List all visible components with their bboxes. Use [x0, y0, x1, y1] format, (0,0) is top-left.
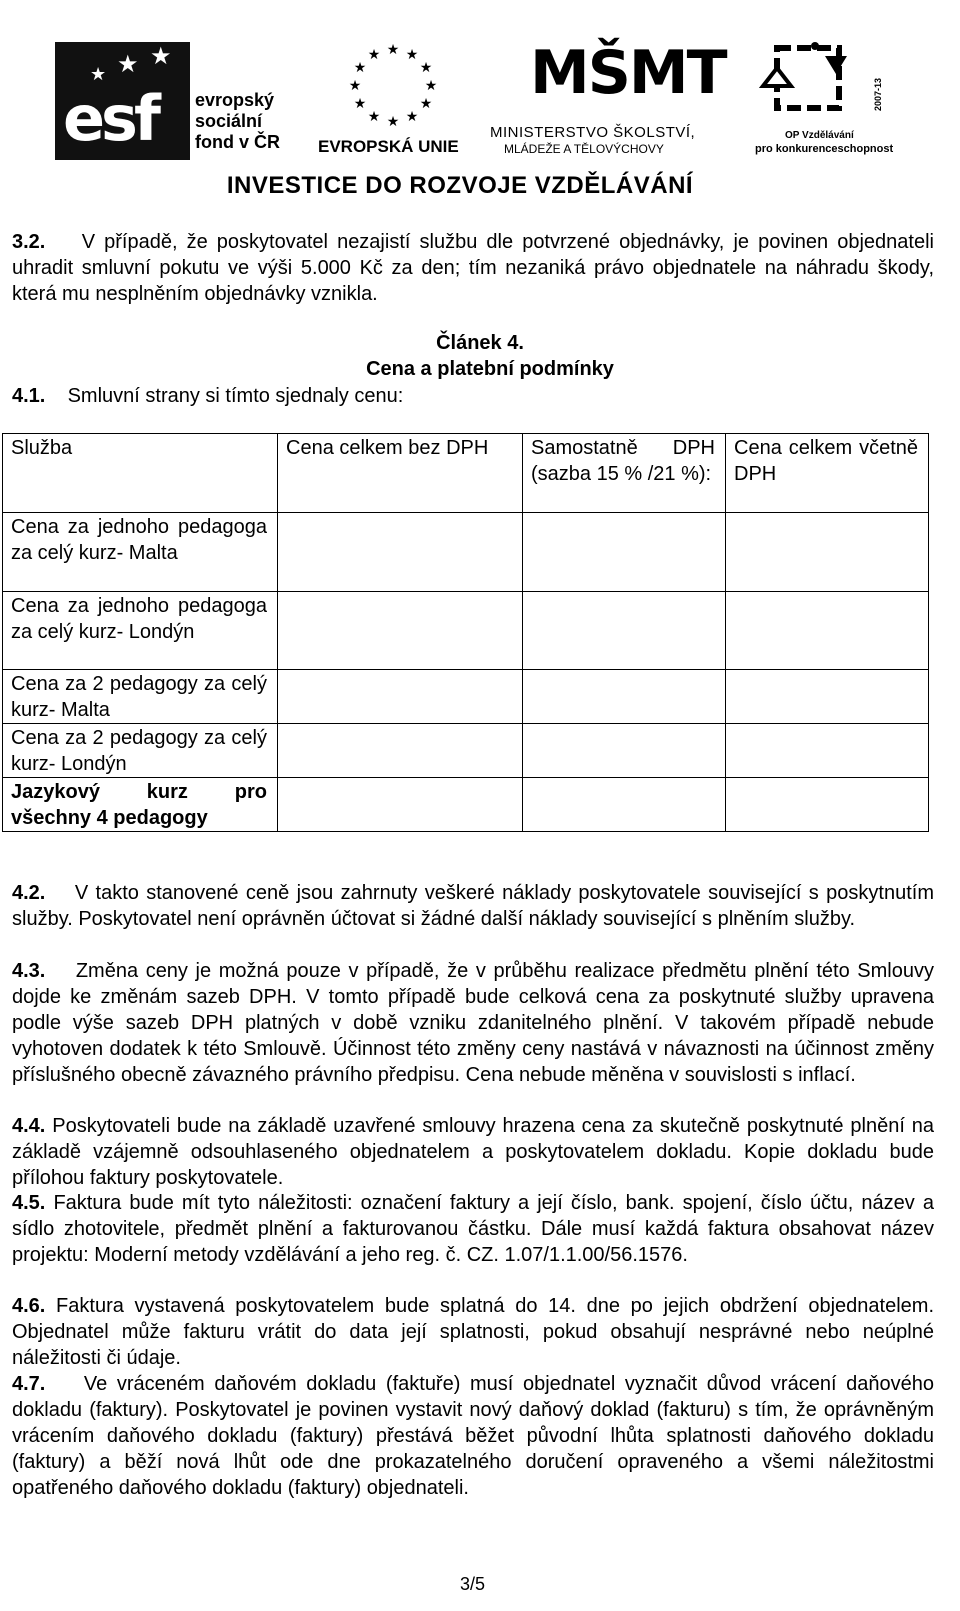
svg-text:★: ★ — [386, 114, 400, 128]
article-title: Článek 4. — [436, 332, 524, 354]
svg-text:★: ★ — [405, 109, 419, 125]
paragraph-text: V případě, že poskytovatel nezajistí službu dle potvrzené objednávky, je povinen objednateli uhradit smluvní pokutu ve výši 5.000 Kč za den; tím nezaniká právo objednatele na náhradu škody, která mu nesplněním objednávky vznikla. — [12, 231, 934, 305]
price-cell — [278, 778, 523, 832]
svg-text:★: ★ — [353, 60, 367, 76]
paragraph-number: 4.7. — [12, 1373, 46, 1395]
service-cell: Cena za jednoho pedagoga za celý kurz- Malta — [3, 513, 278, 592]
opvk-symbol-icon — [755, 38, 865, 128]
logo-bar — [0, 0, 960, 225]
vat-cell — [523, 513, 726, 592]
msmt-wordmark: MŠMT — [530, 38, 726, 108]
opvk-line-1: OP Vzdělávání — [785, 130, 854, 141]
service-cell: Cena za 2 pedagogy za celý kurz- Malta — [3, 670, 278, 724]
price-cell — [278, 724, 523, 778]
paragraph-4-3 — [12, 958, 934, 1088]
article-subtitle: Cena a platební podmínky — [366, 358, 614, 380]
msmt-line-1: MINISTERSTVO ŠKOLSTVÍ, — [490, 124, 696, 141]
paragraph-number: 4.2. — [12, 882, 46, 904]
page-number: 3/5 — [459, 1574, 486, 1594]
svg-text:★: ★ — [348, 78, 362, 94]
total-cell — [726, 778, 929, 832]
price-cell — [278, 670, 523, 724]
opvk-years: 2007-13 — [873, 78, 883, 112]
header-cell: Cena celkem včetně DPH — [726, 434, 929, 513]
total-cell — [726, 513, 929, 592]
header-cell: Služba — [3, 434, 278, 513]
table-row — [3, 724, 929, 778]
paragraph-4-4 — [12, 1113, 934, 1191]
paragraph-text: Faktura vystavená poskytovatelem bude splatná do 14. dne po jejich obdržení objednatelem. Objednatel může fakturu vrátit do data její splatnosti, pokud obsahují nesprávné nebo neúplné náležitosti či údaje. — [12, 1295, 934, 1369]
msmt-logo — [490, 38, 730, 163]
service-cell: Jazykový kurz pro všechny 4 pedagogy — [3, 778, 278, 832]
paragraph-4-1 — [12, 383, 934, 409]
opvk-line-2: pro konkurenceschopnost — [755, 143, 894, 155]
paragraph-text: Ve vráceném daňovém dokladu (faktuře) musí objednatel vyznačit důvod vrácení daňového dokladu (faktury). Poskytovatel je povinen vystavit nový daňový doklad (fakturu) s tím, že oprávněným vrácením daňového dokladu (faktury) přestává běžet původní lhůta splatnosti daňového dokladu (faktury) a běží nová lhůt ode dne prokazatelného doručení opraveného a všemi náležitostmi opatřeného daňového dokladu (faktury) objednateli. — [12, 1373, 934, 1499]
eu-label: EVROPSKÁ UNIE — [318, 137, 459, 156]
price-table — [2, 433, 929, 832]
paragraph-4-6 — [12, 1293, 934, 1371]
svg-text:★: ★ — [405, 47, 419, 63]
esf-letters: esf — [63, 82, 157, 155]
vat-cell — [523, 592, 726, 670]
esf-line-3: fond v ČR — [195, 132, 280, 152]
paragraph-number: 3.2. — [12, 231, 46, 253]
total-cell — [726, 670, 929, 724]
paragraph-text: Poskytovateli bude na základě uzavřené smlouvy hrazena cena za skutečně poskytnuté plnění na základě vzájemně odsouhlaseného objednatelem a poskytovatelem dokladu. Kopie dokladu bude přílohou faktury poskytovatele. — [12, 1115, 935, 1189]
paragraph-text: V takto stanovené ceně jsou zahrnuty veškeré náklady poskytovatele související s poskytnutím služby. Poskytovatel není oprávněn účtovat si žádné další náklady související s plněním služby. — [12, 882, 934, 930]
esf-mark — [55, 42, 190, 160]
vat-cell — [523, 670, 726, 724]
vat-cell — [523, 724, 726, 778]
esf-logo — [55, 42, 295, 160]
opvk-logo — [755, 38, 905, 163]
table-row — [3, 513, 929, 592]
svg-text:★: ★ — [367, 47, 381, 63]
paragraph-text: Faktura bude mít tyto náležitosti: označení faktury a její číslo, bank. spojení, číslo účtu, název a sídlo zhotovitele, předmět plnění a fakturovanou částku. Dále musí každá faktura obsahovat název projektu: Moderní metody vzdělávání a jeho reg. č. CZ. 1.07/1.1.00/56.1576. — [12, 1192, 935, 1266]
svg-text:★: ★ — [386, 42, 400, 58]
paragraph-3-2 — [12, 229, 934, 307]
paragraph-number: 4.1. — [12, 385, 46, 407]
esf-text — [195, 90, 280, 153]
svg-text:★: ★ — [419, 96, 433, 112]
price-cell — [278, 592, 523, 670]
paragraph-number: 4.5. — [12, 1192, 46, 1214]
header-cell: Samostatně DPH (sazba 15 % /21 %): — [523, 434, 726, 513]
paragraph-number: 4.6. — [12, 1295, 46, 1317]
service-cell: Cena za 2 pedagogy za celý kurz- Londýn — [3, 724, 278, 778]
paragraph-4-5 — [12, 1190, 934, 1268]
service-cell: Cena za jednoho pedagoga za celý kurz- Londýn — [3, 592, 278, 670]
investice-banner: INVESTICE DO ROZVOJE VZDĚLÁVÁNÍ — [226, 172, 694, 199]
eu-stars-icon — [338, 42, 448, 128]
table-row — [3, 670, 929, 724]
svg-text:★: ★ — [353, 96, 367, 112]
eu-logo — [318, 42, 478, 160]
svg-text:★: ★ — [367, 109, 381, 125]
total-cell — [726, 592, 929, 670]
star-icon: ★ — [90, 64, 107, 85]
paragraph-text: Změna ceny je možná pouze v případě, že v průběhu realizace předmětu plnění této Smlouvy dojde ke změnám sazeb DPH. V tomto případě bude celková cena za poskytnuté služby upravena podle výše sazeb DPH platných v době vzniku zdanitelného plnění. V takovém případě nebude vyhotoven dodatek k této Smlouvě. Účinnost této změny ceny nastává v návaznosti na účinnost změny příslušného obecně závazného právního předpisu. Cena nebude měněna v souvislosti s inflací. — [12, 960, 934, 1086]
paragraph-number: 4.4. — [12, 1115, 46, 1137]
paragraph-number: 4.3. — [12, 960, 46, 982]
paragraph-4-7 — [12, 1371, 934, 1501]
paragraph-text: Smluvní strany si tímto sjednaly cenu: — [67, 385, 404, 407]
table-row — [3, 592, 929, 670]
header-cell: Cena celkem bez DPH — [278, 434, 523, 513]
vat-cell — [523, 778, 726, 832]
esf-line-1: evropský — [195, 90, 275, 110]
star-icon: ★ — [117, 50, 139, 78]
svg-text:★: ★ — [424, 78, 438, 94]
table-header-row — [3, 434, 929, 513]
msmt-line-2: MLÁDEŽE A TĚLOVÝCHOVY — [504, 142, 664, 156]
total-cell — [726, 724, 929, 778]
price-cell — [278, 513, 523, 592]
star-icon: ★ — [150, 42, 172, 70]
paragraph-4-2 — [12, 880, 934, 932]
table-row — [3, 778, 929, 832]
svg-text:★: ★ — [419, 60, 433, 76]
esf-line-2: sociální — [195, 111, 263, 131]
